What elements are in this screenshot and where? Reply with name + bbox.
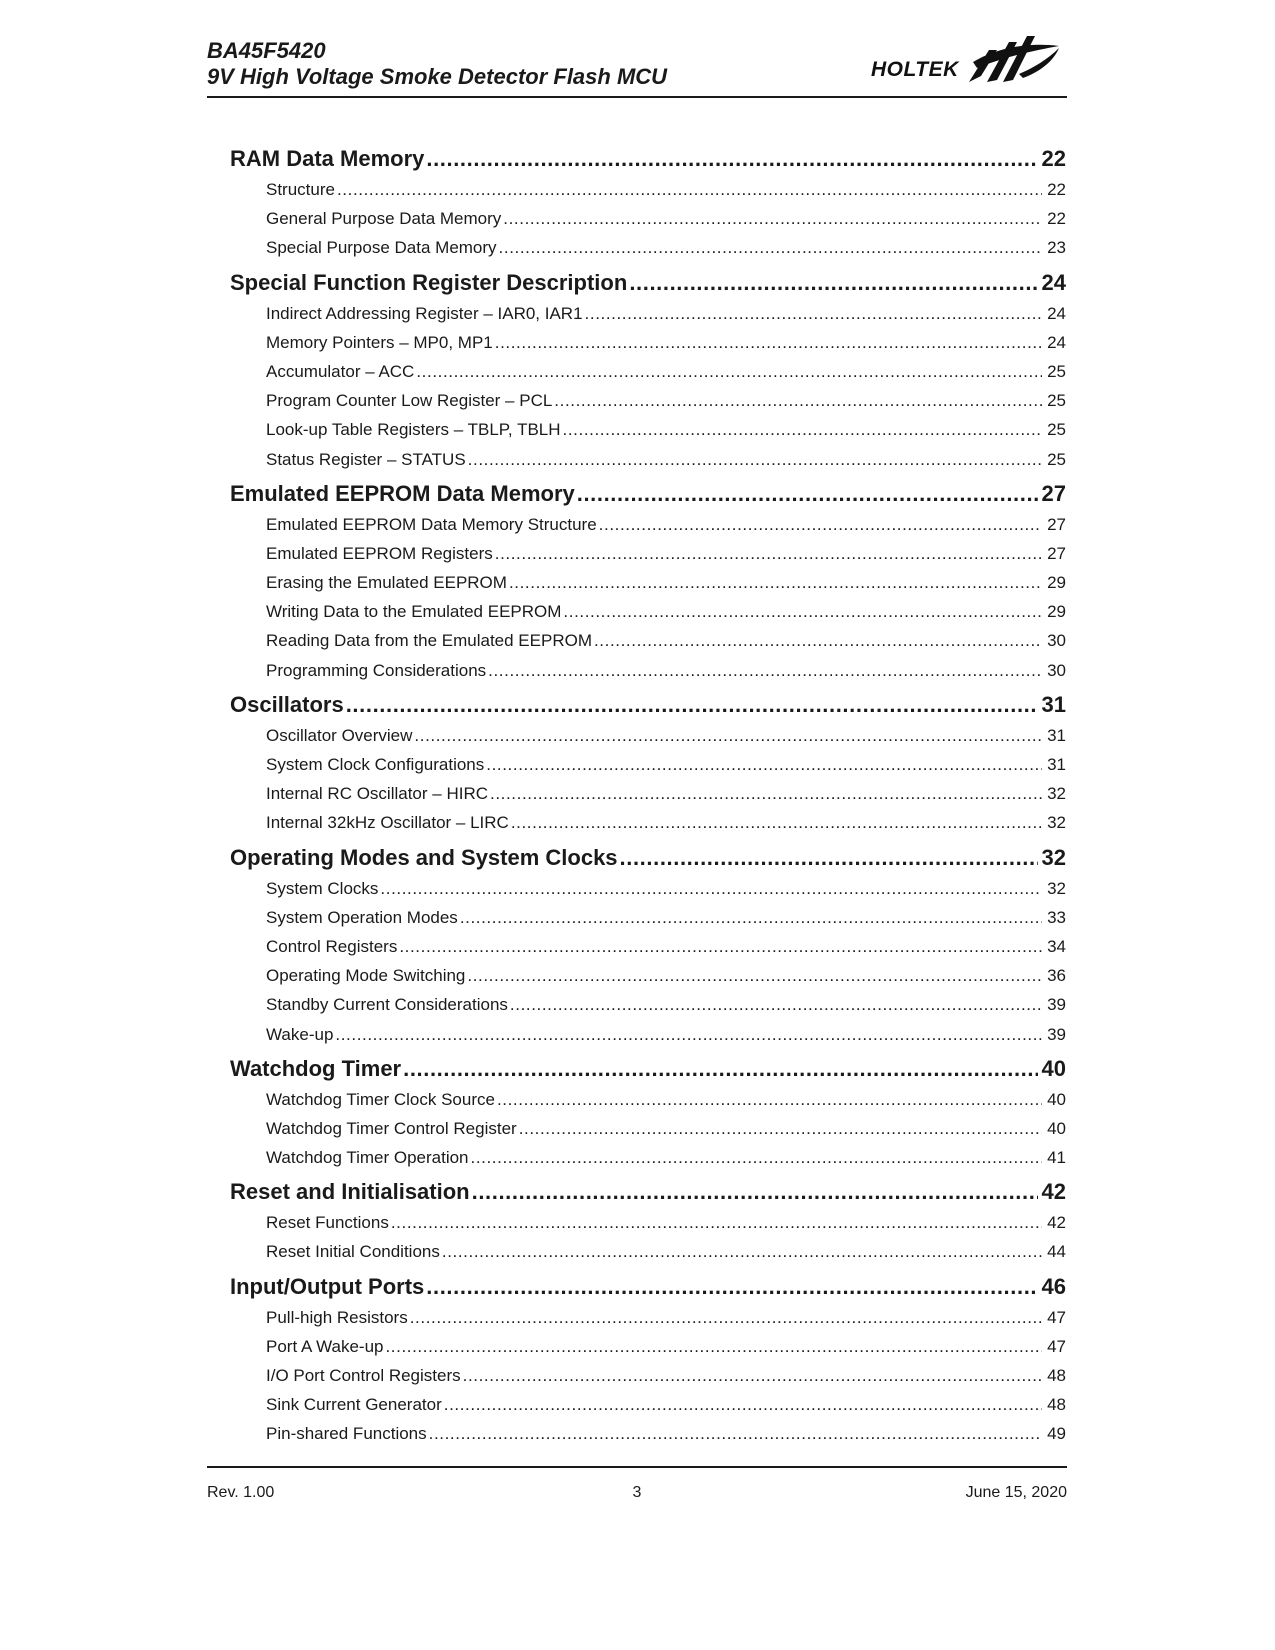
- toc-entry[interactable]: [230, 1020, 1066, 1049]
- toc-entry[interactable]: [230, 1143, 1066, 1172]
- toc-entry[interactable]: [230, 721, 1066, 750]
- toc-entry-page: 25: [1047, 420, 1066, 440]
- toc-entry-page: 25: [1047, 391, 1066, 411]
- toc-leader-dots: [629, 267, 1038, 299]
- toc-section-heading[interactable]: [230, 842, 1066, 874]
- toc-leader-dots: [426, 1271, 1038, 1303]
- toc-entry-label: I/O Port Control Registers: [266, 1366, 461, 1385]
- toc-entry-label: Reset Initial Conditions: [266, 1242, 440, 1262]
- toc-entry-label: Reading Data from the Emulated EEPROM: [266, 631, 592, 651]
- toc-leader-dots: [467, 961, 1042, 990]
- toc-entry-page: 39: [1047, 995, 1066, 1015]
- page-number: 3: [632, 1484, 642, 1501]
- toc-leader-dots: [490, 779, 1042, 808]
- toc-leader-dots: [585, 299, 1042, 328]
- toc-entry[interactable]: [230, 299, 1066, 328]
- toc-leader-dots: [472, 1176, 1038, 1208]
- toc-section-page: 32: [1041, 844, 1066, 870]
- toc-entry-page: 48: [1047, 1366, 1066, 1385]
- toc-entry[interactable]: [230, 415, 1066, 444]
- toc-entry[interactable]: [230, 1332, 1066, 1361]
- toc-entry-label: Pin-shared Functions: [266, 1424, 427, 1444]
- toc-section-page: 31: [1041, 691, 1066, 717]
- toc-leader-dots: [511, 808, 1042, 837]
- toc-section-page: 46: [1041, 1273, 1066, 1299]
- toc-section-heading[interactable]: [230, 1271, 1066, 1303]
- toc-entry[interactable]: [230, 204, 1066, 233]
- toc-entry-label: Status Register – STATUS: [266, 449, 466, 469]
- toc-leader-dots: [495, 539, 1042, 568]
- toc-entry-page: 39: [1047, 1024, 1066, 1044]
- toc-entry-page: 40: [1047, 1118, 1066, 1138]
- toc-entry-label: Writing Data to the Emulated EEPROM: [266, 602, 562, 622]
- toc-leader-dots: [620, 842, 1038, 874]
- toc-section: [230, 842, 1066, 1049]
- toc-leader-dots: [563, 597, 1042, 626]
- toc-entry-label: Program Counter Low Register – PCL: [266, 391, 553, 411]
- toc-entry-page: 48: [1047, 1395, 1066, 1415]
- toc-leader-dots: [403, 1053, 1038, 1085]
- toc-entry-label: Control Registers: [266, 936, 398, 956]
- toc-entry[interactable]: [230, 1390, 1066, 1419]
- toc-leader-dots: [554, 386, 1042, 415]
- toc-leader-dots: [509, 568, 1042, 597]
- toc-entry-label: Structure: [266, 180, 335, 199]
- toc-leader-dots: [510, 990, 1042, 1019]
- toc-entry[interactable]: [230, 779, 1066, 808]
- toc-entry-label: Sink Current Generator: [266, 1395, 442, 1415]
- toc-leader-dots: [468, 445, 1042, 474]
- toc-section: [230, 143, 1066, 263]
- toc-entry[interactable]: [230, 874, 1066, 903]
- table-of-contents: [230, 143, 1066, 1449]
- toc-entry-label: Port A Wake-up: [266, 1336, 384, 1356]
- toc-entry-page: 24: [1047, 303, 1066, 323]
- toc-section: [230, 1053, 1066, 1173]
- toc-entry[interactable]: [230, 539, 1066, 568]
- toc-section-title: Reset and Initialisation: [230, 1179, 470, 1205]
- toc-entry-page: 33: [1047, 907, 1066, 927]
- toc-leader-dots: [486, 750, 1042, 779]
- toc-entry[interactable]: [230, 357, 1066, 386]
- toc-entry-label: Oscillator Overview: [266, 725, 413, 745]
- toc-leader-dots: [599, 510, 1042, 539]
- toc-entry-label: Pull-high Resistors: [266, 1307, 408, 1327]
- toc-entry[interactable]: [230, 626, 1066, 655]
- toc-leader-dots: [385, 1332, 1042, 1361]
- toc-section: [230, 1176, 1066, 1266]
- toc-entry-label: Indirect Addressing Register – IAR0, IAR1: [266, 303, 583, 323]
- toc-leader-dots: [346, 689, 1038, 721]
- toc-section-title: Oscillators: [230, 691, 344, 717]
- toc-section-page: 22: [1041, 146, 1066, 171]
- toc-section-heading[interactable]: [230, 689, 1066, 721]
- publication-date: June 15, 2020: [965, 1484, 1067, 1501]
- toc-leader-dots: [463, 1361, 1042, 1390]
- toc-leader-dots: [391, 1208, 1042, 1237]
- toc-section: [230, 689, 1066, 838]
- toc-section-heading[interactable]: [230, 1053, 1066, 1085]
- toc-leader-dots: [426, 143, 1038, 175]
- toc-entry[interactable]: [230, 932, 1066, 961]
- document-subtitle: 9V High Voltage Smoke Detector Flash MCU: [207, 64, 668, 89]
- toc-entry[interactable]: [230, 1361, 1066, 1390]
- page-footer: [207, 1466, 1067, 1508]
- toc-section: [230, 267, 1066, 474]
- toc-entry[interactable]: [230, 990, 1066, 1019]
- toc-entry[interactable]: [230, 1085, 1066, 1114]
- toc-entry-label: Standby Current Considerations: [266, 995, 508, 1015]
- toc-entry-page: 49: [1047, 1424, 1066, 1444]
- toc-entry-label: Reset Functions: [266, 1213, 389, 1233]
- toc-leader-dots: [519, 1114, 1042, 1143]
- toc-entry[interactable]: [230, 808, 1066, 837]
- part-number: BA45F5420: [207, 38, 326, 63]
- toc-entry[interactable]: [230, 961, 1066, 990]
- toc-section-page: 42: [1041, 1179, 1066, 1205]
- toc-entry-label: Erasing the Emulated EEPROM: [266, 573, 507, 593]
- toc-leader-dots: [416, 357, 1042, 386]
- toc-section-page: 40: [1041, 1055, 1066, 1081]
- toc-entry[interactable]: [230, 445, 1066, 474]
- toc-section-heading[interactable]: [230, 267, 1066, 299]
- toc-entry-page: 42: [1047, 1213, 1066, 1233]
- toc-entry-label: System Clocks: [266, 878, 379, 898]
- toc-section-title: Operating Modes and System Clocks: [230, 844, 618, 870]
- toc-entry[interactable]: [230, 1237, 1066, 1266]
- toc-entry-page: 32: [1047, 878, 1066, 898]
- toc-leader-dots: [414, 721, 1042, 750]
- toc-entry-page: 47: [1047, 1307, 1066, 1327]
- toc-entry-label: Programming Considerations: [266, 660, 487, 680]
- toc-section-page: 24: [1041, 269, 1066, 295]
- toc-leader-dots: [335, 1020, 1042, 1049]
- toc-entry[interactable]: [230, 1303, 1066, 1332]
- toc-entry-label: System Operation Modes: [266, 907, 458, 927]
- toc-entry-page: 41: [1047, 1148, 1066, 1168]
- toc-entry-page: 47: [1047, 1336, 1066, 1356]
- toc-entry-label: General Purpose Data Memory: [266, 209, 502, 229]
- holtek-logo: [867, 28, 1067, 92]
- toc-section-heading[interactable]: [230, 143, 1066, 175]
- toc-entry-label: Special Purpose Data Memory: [266, 238, 497, 258]
- toc-section-title: Emulated EEPROM Data Memory: [230, 480, 575, 506]
- toc-leader-dots: [460, 903, 1042, 932]
- toc-section-title: Input/Output Ports: [230, 1273, 425, 1299]
- toc-entry[interactable]: [230, 1114, 1066, 1143]
- toc-entry[interactable]: [230, 175, 1066, 204]
- toc-entry-page: 32: [1047, 813, 1066, 833]
- toc-entry-page: 34: [1047, 936, 1066, 956]
- toc-entry[interactable]: [230, 328, 1066, 357]
- toc-entry-label: Internal 32kHz Oscillator – LIRC: [266, 813, 509, 833]
- toc-entry-label: Emulated EEPROM Registers: [266, 543, 493, 563]
- toc-leader-dots: [410, 1303, 1042, 1332]
- toc-leader-dots: [563, 415, 1042, 444]
- toc-entry[interactable]: [230, 597, 1066, 626]
- toc-leader-dots: [488, 656, 1042, 685]
- toc-section-title: Watchdog Timer: [230, 1055, 402, 1081]
- toc-section-heading[interactable]: [230, 478, 1066, 510]
- toc-entry-page: 32: [1047, 784, 1066, 804]
- toc-entry[interactable]: [230, 386, 1066, 415]
- toc-entry-label: Watchdog Timer Clock Source: [266, 1089, 495, 1109]
- toc-entry-label: Look-up Table Registers – TBLP, TBLH: [266, 420, 561, 440]
- toc-section-heading[interactable]: [230, 1176, 1066, 1208]
- toc-entry-page: 36: [1047, 966, 1066, 986]
- toc-entry[interactable]: [230, 1419, 1066, 1448]
- toc-entry[interactable]: [230, 656, 1066, 685]
- toc-leader-dots: [577, 478, 1038, 510]
- toc-leader-dots: [497, 1085, 1042, 1114]
- toc-entry-label: Emulated EEPROM Data Memory Structure: [266, 514, 597, 534]
- toc-leader-dots: [594, 626, 1042, 655]
- toc-entry[interactable]: [230, 1208, 1066, 1237]
- toc-entry-page: 23: [1047, 238, 1066, 258]
- toc-entry-page: 27: [1047, 514, 1066, 534]
- toc-entry-page: 22: [1047, 180, 1066, 199]
- toc-entry-label: Watchdog Timer Operation: [266, 1148, 469, 1168]
- toc-entry-page: 44: [1047, 1242, 1066, 1262]
- toc-entry-page: 30: [1047, 631, 1066, 651]
- toc-entry-page: 27: [1047, 543, 1066, 563]
- toc-entry-label: Internal RC Oscillator – HIRC: [266, 784, 489, 804]
- toc-leader-dots: [499, 233, 1042, 262]
- toc-entry[interactable]: [230, 750, 1066, 779]
- page-header: [207, 36, 1067, 98]
- toc-entry-label: Operating Mode Switching: [266, 966, 466, 986]
- toc-leader-dots: [444, 1390, 1042, 1419]
- toc-section: [230, 1271, 1066, 1449]
- toc-section: [230, 478, 1066, 685]
- toc-entry[interactable]: [230, 510, 1066, 539]
- toc-leader-dots: [429, 1419, 1042, 1448]
- toc-leader-dots: [399, 932, 1042, 961]
- toc-entry-label: System Clock Configurations: [266, 755, 485, 774]
- revision-label: Rev. 1.00: [207, 1484, 275, 1501]
- toc-entry-page: 30: [1047, 660, 1066, 680]
- toc-entry-page: 29: [1047, 573, 1066, 593]
- toc-leader-dots: [503, 204, 1042, 233]
- toc-entry-label: Memory Pointers – MP0, MP1: [266, 332, 493, 352]
- toc-leader-dots: [495, 328, 1042, 357]
- toc-leader-dots: [380, 874, 1042, 903]
- toc-entry-page: 25: [1047, 361, 1066, 381]
- logo-text: HOLTEK: [871, 58, 959, 81]
- toc-section-page: 27: [1041, 480, 1066, 506]
- toc-entry-page: 29: [1047, 602, 1066, 622]
- toc-leader-dots: [471, 1143, 1042, 1172]
- toc-section-title: Special Function Register Description: [230, 269, 628, 295]
- toc-entry-label: Accumulator – ACC: [266, 361, 415, 381]
- toc-entry[interactable]: [230, 233, 1066, 262]
- toc-entry[interactable]: [230, 568, 1066, 597]
- holtek-swoosh-icon: [967, 28, 1063, 88]
- toc-entry-label: Wake-up: [266, 1024, 334, 1044]
- toc-leader-dots: [442, 1237, 1042, 1266]
- toc-entry-page: 22: [1047, 209, 1066, 229]
- toc-entry[interactable]: [230, 903, 1066, 932]
- toc-entry-page: 31: [1047, 725, 1066, 745]
- toc-entry-label: Watchdog Timer Control Register: [266, 1118, 517, 1138]
- toc-entry-page: 31: [1047, 755, 1066, 774]
- toc-entry-page: 24: [1047, 332, 1066, 352]
- toc-section-title: RAM Data Memory: [230, 146, 425, 171]
- toc-leader-dots: [337, 175, 1042, 204]
- toc-entry-page: 40: [1047, 1089, 1066, 1109]
- toc-entry-page: 25: [1047, 449, 1066, 469]
